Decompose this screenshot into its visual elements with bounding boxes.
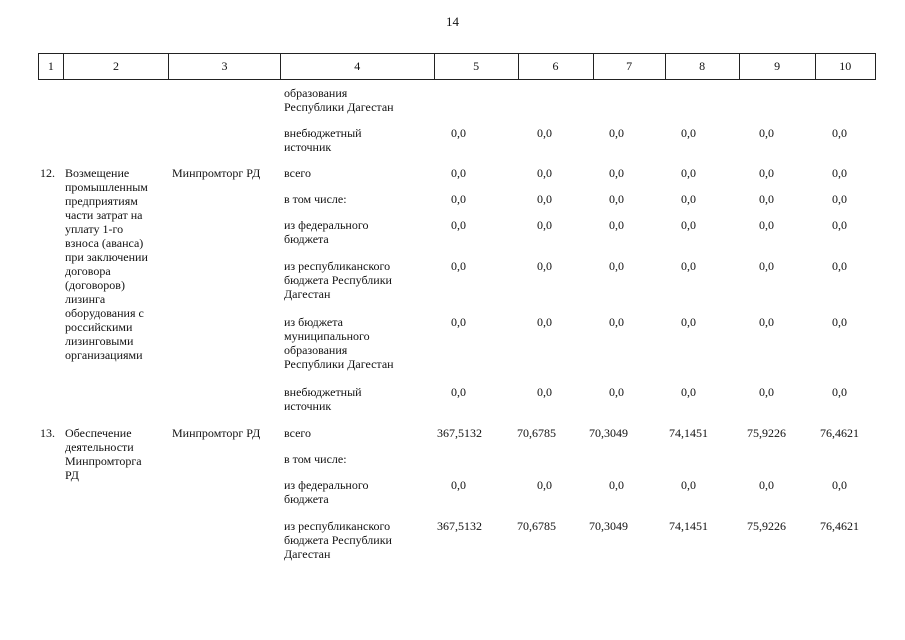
value-cell: 0,0 (537, 218, 552, 232)
name-line: деятельности (65, 440, 134, 454)
value-cell: 0,0 (681, 315, 696, 329)
name-line: Минпромторга (65, 454, 142, 468)
value-cell: 0,0 (451, 166, 466, 180)
value-cell: 0,0 (609, 259, 624, 273)
col-header-3: 3 (169, 54, 280, 80)
value-cell: 0,0 (832, 218, 847, 232)
value-cell: 0,0 (832, 385, 847, 399)
value-cell: 0,0 (451, 192, 466, 206)
source-line: в том числе: (284, 192, 347, 206)
name-line: при заключении (65, 250, 148, 264)
value-cell: 0,0 (451, 385, 466, 399)
name-line: уплату 1-го (65, 222, 124, 236)
name-line: лизинговыми (65, 334, 134, 348)
executor: Минпромторг РД (172, 426, 261, 440)
col-header-1: 1 (39, 54, 64, 80)
col-header-4: 4 (280, 54, 434, 80)
value-cell: 367,5132 (437, 519, 482, 533)
item-number: 12. (40, 166, 55, 180)
name-line: договора (65, 264, 111, 278)
value-cell: 0,0 (832, 166, 847, 180)
value-cell: 0,0 (451, 126, 466, 140)
value-cell: 75,9226 (747, 519, 786, 533)
source-line: из федерального (284, 478, 369, 492)
value-cell: 0,0 (609, 315, 624, 329)
source-line: бюджета Республики (284, 273, 392, 287)
value-cell: 0,0 (681, 259, 696, 273)
source-line: всего (284, 166, 312, 180)
value-cell: 70,6785 (517, 519, 556, 533)
source-line: из бюджета (284, 315, 343, 329)
value-cell: 0,0 (681, 126, 696, 140)
name-line: РД (65, 468, 79, 482)
source-line: всего (284, 426, 312, 440)
value-cell: 76,4621 (820, 426, 859, 440)
source-line: Дагестан (284, 547, 331, 561)
name-line: оборудования с (65, 306, 144, 320)
source-line: Дагестан (284, 287, 331, 301)
source-line: образования (284, 343, 348, 357)
name-line: организациями (65, 348, 143, 362)
value-cell: 0,0 (832, 478, 847, 492)
name-line: российскими (65, 320, 133, 334)
value-cell: 0,0 (832, 259, 847, 273)
source-line: из республиканского (284, 259, 391, 273)
col-header-9: 9 (739, 54, 815, 80)
value-cell: 0,0 (451, 478, 466, 492)
value-cell: 70,6785 (517, 426, 556, 440)
value-cell: 0,0 (451, 315, 466, 329)
source-line: бюджета Республики (284, 533, 392, 547)
value-cell: 0,0 (681, 166, 696, 180)
value-cell: 0,0 (609, 166, 624, 180)
name-line: (договоров) (65, 278, 125, 292)
value-cell: 0,0 (759, 385, 774, 399)
name-line: Обеспечение (65, 426, 132, 440)
col-header-5: 5 (434, 54, 518, 80)
source-line: бюджета (284, 492, 329, 506)
source-line: из федерального (284, 218, 369, 232)
value-cell: 0,0 (609, 218, 624, 232)
value-cell: 0,0 (609, 385, 624, 399)
value-cell: 0,0 (537, 478, 552, 492)
name-line: предприятиям (65, 194, 138, 208)
value-cell: 367,5132 (437, 426, 482, 440)
value-cell: 74,1451 (669, 519, 708, 533)
col-header-6: 6 (518, 54, 593, 80)
value-cell: 0,0 (609, 192, 624, 206)
source-line: в том числе: (284, 452, 347, 466)
value-cell: 0,0 (681, 192, 696, 206)
value-cell: 0,0 (759, 259, 774, 273)
source-line: внебюджетный (284, 126, 362, 140)
source-line: муниципального (284, 329, 370, 343)
source-line: источник (284, 399, 332, 413)
name-line: промышленным (65, 180, 148, 194)
value-cell: 0,0 (537, 385, 552, 399)
name-line: взноса (аванса) (65, 236, 144, 250)
source-line: образования (284, 86, 348, 100)
value-cell: 0,0 (681, 478, 696, 492)
value-cell: 0,0 (832, 126, 847, 140)
value-cell: 0,0 (537, 315, 552, 329)
name-line: Возмещение (65, 166, 130, 180)
value-cell: 0,0 (759, 315, 774, 329)
value-cell: 0,0 (832, 315, 847, 329)
value-cell: 0,0 (609, 478, 624, 492)
value-cell: 70,3049 (589, 519, 628, 533)
value-cell: 0,0 (681, 385, 696, 399)
value-cell: 75,9226 (747, 426, 786, 440)
col-header-2: 2 (63, 54, 169, 80)
value-cell: 0,0 (537, 259, 552, 273)
source-line: Республики Дагестан (284, 357, 394, 371)
col-header-8: 8 (665, 54, 739, 80)
value-cell: 0,0 (832, 192, 847, 206)
source-line: источник (284, 140, 332, 154)
source-line: Республики Дагестан (284, 100, 394, 114)
value-cell: 0,0 (451, 259, 466, 273)
value-cell: 0,0 (759, 478, 774, 492)
value-cell: 70,3049 (589, 426, 628, 440)
col-header-7: 7 (593, 54, 665, 80)
value-cell: 0,0 (609, 126, 624, 140)
source-line: из республиканского (284, 519, 391, 533)
value-cell: 0,0 (537, 126, 552, 140)
item-number: 13. (40, 426, 55, 440)
value-cell: 0,0 (759, 126, 774, 140)
value-cell: 0,0 (759, 166, 774, 180)
name-line: части затрат на (65, 208, 143, 222)
value-cell: 0,0 (537, 166, 552, 180)
value-cell: 0,0 (681, 218, 696, 232)
source-line: внебюджетный (284, 385, 362, 399)
value-cell: 0,0 (451, 218, 466, 232)
executor: Минпромторг РД (172, 166, 261, 180)
value-cell: 76,4621 (820, 519, 859, 533)
value-cell: 0,0 (759, 192, 774, 206)
page-number: 14 (446, 14, 459, 29)
value-cell: 0,0 (537, 192, 552, 206)
name-line: лизинга (65, 292, 106, 306)
value-cell: 74,1451 (669, 426, 708, 440)
col-header-10: 10 (815, 54, 875, 80)
source-line: бюджета (284, 232, 329, 246)
value-cell: 0,0 (759, 218, 774, 232)
